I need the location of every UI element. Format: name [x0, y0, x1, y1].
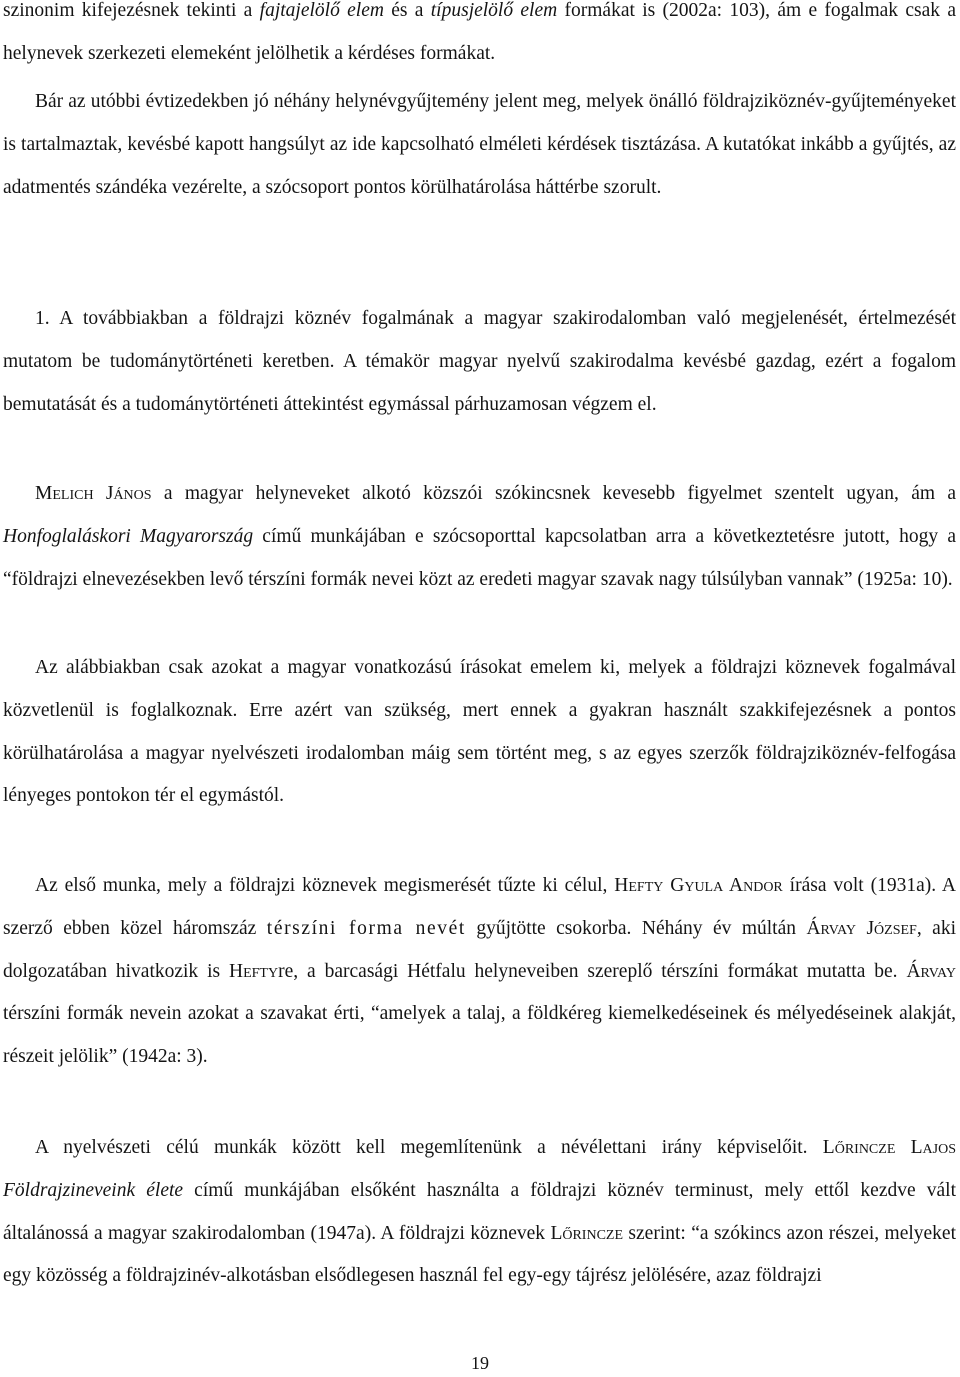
author-name: Hefty	[229, 960, 279, 982]
text-run: A nyelvészeti célú munkák között kell megemlítenünk a névélettani irány képviselőit.	[35, 1137, 823, 1158]
text-run: formákat is (2002a: 103), ám e fogalmak csak a helynevek szerkezeti elemeként jelölhetik a kérdéses formákat.	[3, 0, 956, 64]
page-number: 19	[471, 1353, 489, 1373]
author-name: Hefty Gyula Andor	[614, 875, 783, 896]
work-title: Honfoglaláskori Magyarország	[3, 525, 254, 547]
author-name: Melich János	[35, 483, 152, 504]
italic-term: típusjelölő elem	[430, 0, 558, 21]
text-run: Bár az utóbbi évtizedekben jó néhány helynévgyűjtemény jelent meg, melyek önálló földrajziköznév-gyűjteményeket is tartalmaztak, kevésbé kapott hangsúlyt az ide kapcsolható elméleti kérdések tisztázása. A kutatókat inkább a gyűjtés, az adatmentés szándéka vezérelte, a szócsoport pontos körülhatárolása háttérbe szorult.	[3, 91, 956, 198]
author-name: Árvay	[906, 960, 956, 982]
italic-term: fajtajelölő elem	[259, 0, 384, 21]
author-name: Árvay József	[806, 917, 917, 939]
text-run: és a	[383, 0, 431, 21]
paragraph-section-1	[3, 298, 956, 426]
text-run: a magyar helyneveket alkotó közszói szókincsnek kevesebb figyelmet szentelt ugyan, ám a	[151, 483, 956, 504]
paragraph-hefty-arvay	[3, 865, 956, 1079]
work-title: Földrajzineveink élete	[3, 1179, 184, 1201]
text-run: térszíni formák nevein azokat a szavakat érti, “amelyek a talaj, a földkéreg kiemelkedéseinek és mélyedéseinek alakját, részeit jelölik” (1942a: 3).	[3, 1003, 956, 1068]
paragraph-collections	[3, 81, 956, 209]
text-run: Az alábbiakban csak azokat a magyar vonatkozású írásokat emelem ki, melyek a földrajzi köznevek fogalmával közvetlenül is foglalkoznak. Erre azért van szükség, mert ennek a gyakran használt szakkifejezésnek a pontos körülhatárolása a magyar nyelvészeti irodalomban máig sem történt meg, s az egyes szerzők földrajziköznév-felfogása lényeges pontokon tér el egymástól.	[3, 657, 956, 807]
text-run: gyűjtötte csokorba. Néhány év múltán	[465, 917, 807, 939]
text-run: írása volt (1931a). A szerző ebben közel háromszáz	[3, 875, 956, 939]
text-run: szinonim kifejezésnek tekinti a	[3, 0, 260, 21]
paragraph-overview	[3, 647, 956, 818]
text-run: című munkájában elsőként használta a földrajzi köznév terminust, mely ettől kezdve vált általánossá a magyar szakirodalomban (1947a). A földrajzi köznevek	[3, 1179, 956, 1244]
text-run: című munkájában e szócsoporttal kapcsolatban arra a következtetésre jutott, hogy a “földrajzi elnevezésekben levő térszíni formák nevei közt az eredeti magyar szavak nagy túlsúlyban vannak” (1925a: 10).	[3, 525, 956, 590]
author-name: Lőrincze Lajos	[822, 1137, 956, 1158]
paragraph-lorincze	[3, 1127, 956, 1298]
text-run: Az első munka, mely a földrajzi köznevek megismerését tűzte ki célul,	[35, 875, 615, 896]
paragraph-melich	[3, 473, 956, 601]
text-run: 1. A továbbiakban a földrajzi köznév fogalmának a magyar szakirodalomban való megjelenését, értelmezését mutatom be tudománytörténeti keretben. A témakör magyar nyelvű szakirodalma kevésbé gazdag, ezért a fogalom bemutatását és a tudománytörténeti áttekintést egymással párhuzamosan végzem el.	[3, 308, 956, 415]
spaced-term: térszíni forma nevét	[266, 917, 466, 939]
author-name: Lőrincze	[550, 1222, 624, 1244]
text-run: szerint: “a szókincs azon részei, melyeket egy közösség a földrajzinév-alkotásban elsődlegesen használ fel egy-egy tájrész jelölésére, azaz földrajzi	[3, 1222, 956, 1287]
text-run: , aki dolgozatában hivatkozik is	[3, 917, 956, 982]
paragraph-intro	[3, 0, 956, 76]
text-run: re, a barcasági Hétfalu helyneveiben szereplő térszíni formákat mutatta be.	[278, 960, 907, 982]
